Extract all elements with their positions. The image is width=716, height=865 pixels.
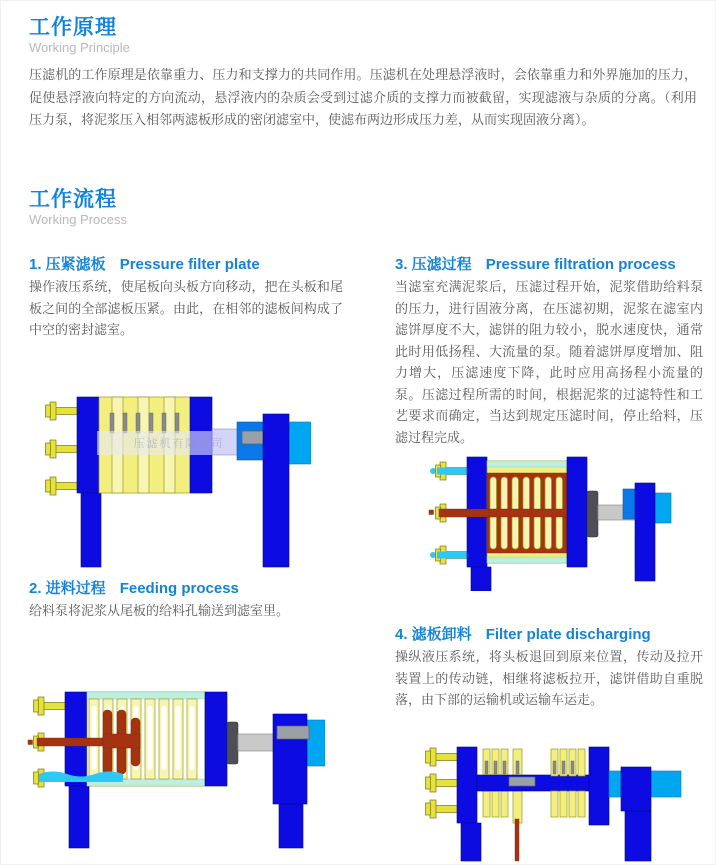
step3-heading <box>395 253 676 274</box>
tail-plate <box>589 747 609 825</box>
left-leg <box>69 786 89 848</box>
left-leg <box>81 493 101 567</box>
falling-cake <box>515 819 519 861</box>
tail-plate <box>205 692 227 786</box>
step2-body: 给料泵将泥浆从尾板的给料孔输送到滤室里。 <box>29 603 290 618</box>
step3-body: 当滤室充满泥浆后，压滤过程开始，泥浆借助给料泵的压力，进行固液分离，在压滤初期，泥浆在滤室内滤饼厚度不大，滤饼的阻力较小，脱水速度快，通常此时用低扬程、大流量的泵。随着滤饼厚度增加、阻力增大，压滤速度下降，此时应用高扬程小流量的泵。压滤过程所需的时间，根据泥浆的过滤特性和工艺要求而确定，当达到规定压滤时间，停止给料，压滤过程完成。 <box>395 279 703 445</box>
head-plate <box>77 397 99 493</box>
step4-heading-en: Filter plate discharging <box>485 626 651 643</box>
stand-leg <box>279 804 303 848</box>
working-principle-title: 工作原理 <box>29 16 117 39</box>
step4-heading-zh: 4. 滤板卸料 <box>395 626 472 643</box>
piston-coupler <box>587 491 598 537</box>
step3-heading-en: Pressure filtration process <box>485 256 676 273</box>
step2-heading-en: Feeding process <box>119 580 239 597</box>
feed-valves <box>426 748 460 818</box>
support-stand <box>635 483 655 581</box>
working-principle-body: 压滤机的工作原理是依靠重力、压力和支撑力的共同作用。压滤机在处理悬浮液时，会依靠重力和外界施加的压力，促使悬浮液向特定的方向流动，悬浮液内的杂质会受到过滤介质的支撑力而被截留，实现滤液与杂质的分离。（利用压力泵，将泥浆压入相邻两滤板形成的密闭滤室中，使滤布两边形成压力差，从而实现固液分离）。 <box>29 67 697 127</box>
left-leg <box>461 823 481 861</box>
step4-body: 操纵液压系统，将头板退回到原来位置，传动及拉开装置上的传动链，相继将滤板拉开，滤饼借助自重脱落，由下部的运输机或运输车运走。 <box>395 649 703 707</box>
left-leg <box>471 567 491 591</box>
slurry-feed-pipe <box>439 509 489 517</box>
step1-heading-zh: 1. 压紧滤板 <box>29 256 106 273</box>
diagram-press-filtration <box>425 453 673 591</box>
working-principle-subtitle: Working Principle <box>29 40 130 55</box>
beam-coupler <box>609 771 621 797</box>
feed-valves <box>46 402 80 495</box>
diagram-press-discharging <box>425 743 716 865</box>
head-plate <box>457 747 477 823</box>
step2-heading <box>29 577 239 598</box>
piston-head <box>277 726 309 739</box>
support-stand <box>621 767 651 811</box>
diagram-press-clamped <box>31 389 311 571</box>
step3-heading-zh: 3. 压滤过程 <box>395 256 472 273</box>
filtrate-drip-top <box>430 468 436 474</box>
step2-heading-zh: 2. 进料过程 <box>29 580 106 597</box>
watermark-text: 压滤机有限公司 <box>133 438 225 450</box>
step1-body: 操作液压系统，使尾板向头板方向移动，把在头板和尾板之间的全部滤板压紧。由此，在相邻的滤板间构成了中空的密封滤室。 <box>29 279 343 337</box>
slurry-drop <box>28 740 33 745</box>
working-process-title: 工作流程 <box>29 188 117 211</box>
filter-chamber-full <box>439 461 567 563</box>
pulling-device <box>509 777 535 786</box>
working-process-subtitle: Working Process <box>29 212 128 227</box>
step1-heading-en: Pressure filter plate <box>119 256 260 273</box>
step4-heading <box>395 623 651 644</box>
tail-plate <box>567 457 587 567</box>
slurry-core-pipe <box>487 509 567 517</box>
filtrate-drip-bottom <box>430 552 436 558</box>
step1-heading <box>29 253 260 274</box>
stand-leg <box>625 811 651 861</box>
piston-coupler <box>227 722 238 764</box>
diagram-press-feeding <box>25 686 325 854</box>
support-stand <box>263 414 289 567</box>
slurry-drop <box>429 510 434 515</box>
